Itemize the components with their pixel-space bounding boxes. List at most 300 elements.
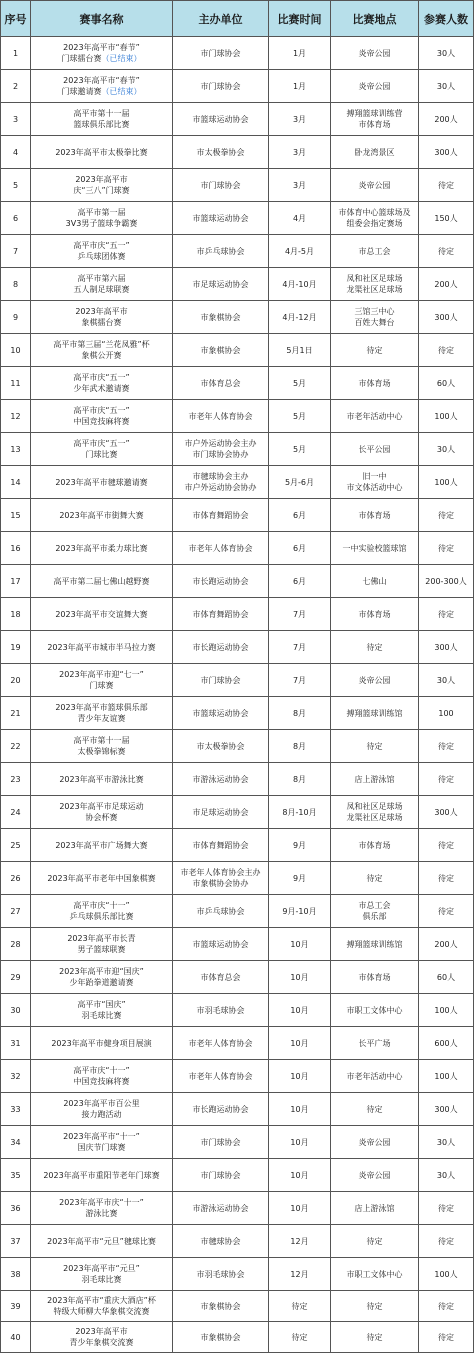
cell-event-name xyxy=(31,1258,173,1291)
cell-organizer-text: 市体育舞蹈协会 xyxy=(192,510,249,520)
table-row xyxy=(1,499,474,532)
cell-participants-text: 待定 xyxy=(438,180,454,190)
cell-organizer xyxy=(173,1093,269,1126)
cell-time xyxy=(269,466,331,499)
cell-no xyxy=(1,565,31,598)
header-participants: 参赛人数 xyxy=(419,1,474,37)
cell-venue-text: 一中实验校篮球馆 xyxy=(342,543,407,553)
cell-no-text: 13 xyxy=(10,444,21,454)
cell-venue-text: 市老年活动中心 xyxy=(346,1071,403,1081)
cell-participants-text: 待定 xyxy=(438,1332,454,1342)
cell-organizer-text: 市老年人体育协会 xyxy=(188,1071,253,1081)
table-row xyxy=(1,169,474,202)
cell-no xyxy=(1,895,31,928)
cell-organizer-text: 市羽毛球协会 xyxy=(196,1005,245,1015)
cell-no xyxy=(1,235,31,268)
cell-organizer-text: 市长跑运动协会 xyxy=(192,642,249,652)
cell-venue-text: 待定 xyxy=(366,873,383,883)
cell-event-name-text: 2023年高平市“十一” 国庆节门球赛 xyxy=(63,1132,140,1152)
cell-time xyxy=(269,301,331,334)
cell-organizer-text: 市象棋协会 xyxy=(200,312,241,322)
cell-venue-text: 凤和社区足球场 龙渠社区足球场 xyxy=(346,274,403,294)
cell-event-name-text: 2023年高平市篮球俱乐部 青少年友谊赛 xyxy=(55,703,148,723)
cell-organizer xyxy=(173,829,269,862)
table-row xyxy=(1,367,474,400)
cell-event-name xyxy=(31,829,173,862)
cell-no-text: 40 xyxy=(10,1332,21,1342)
table-row xyxy=(1,730,474,763)
cell-participants xyxy=(419,1159,474,1192)
cell-organizer-text: 市门球协会 xyxy=(200,81,241,91)
cell-participants-text: 300人 xyxy=(434,642,458,652)
cell-time-text: 6月 xyxy=(292,576,307,586)
cell-organizer-text: 市老年人体育协会 xyxy=(188,411,253,421)
cell-organizer-text: 市门球协会 xyxy=(200,1137,241,1147)
cell-time-text: 6月 xyxy=(292,543,307,553)
cell-time xyxy=(269,400,331,433)
cell-organizer-text: 市足球运动协会 xyxy=(192,279,249,289)
cell-time xyxy=(269,433,331,466)
cell-no-text: 34 xyxy=(10,1137,21,1147)
table-row xyxy=(1,1192,474,1225)
header-event-name: 赛事名称 xyxy=(31,1,173,37)
cell-venue-text: 炎帝公园 xyxy=(358,1170,391,1180)
cell-venue xyxy=(331,1322,419,1353)
cell-no-text: 33 xyxy=(10,1104,21,1114)
cell-participants xyxy=(419,1225,474,1258)
cell-time-text: 5月1日 xyxy=(286,345,313,355)
cell-no xyxy=(1,202,31,235)
cell-participants xyxy=(419,202,474,235)
cell-participants xyxy=(419,268,474,301)
cell-event-name xyxy=(31,565,173,598)
cell-no xyxy=(1,697,31,730)
cell-venue xyxy=(331,829,419,862)
cell-event-name xyxy=(31,136,173,169)
cell-venue-text: 市体育场 xyxy=(358,972,391,982)
cell-venue xyxy=(331,301,419,334)
cell-no-text: 14 xyxy=(10,477,21,487)
cell-event-name-text: 2023年高平市百公里 接力跑活动 xyxy=(63,1099,140,1119)
cell-event-name-text: 2023年高平市街舞大赛 xyxy=(59,510,144,520)
table-row xyxy=(1,961,474,994)
cell-time xyxy=(269,334,331,367)
cell-time-text: 12月 xyxy=(290,1236,309,1246)
cell-organizer xyxy=(173,103,269,136)
cell-organizer xyxy=(173,37,269,70)
cell-time-text: 5月 xyxy=(292,411,307,421)
cell-organizer xyxy=(173,301,269,334)
cell-event-name xyxy=(31,268,173,301)
cell-venue xyxy=(331,598,419,631)
cell-event-name xyxy=(31,1027,173,1060)
cell-time xyxy=(269,862,331,895)
cell-event-name xyxy=(31,532,173,565)
cell-no xyxy=(1,466,31,499)
cell-no xyxy=(1,1060,31,1093)
table-row xyxy=(1,598,474,631)
cell-participants xyxy=(419,466,474,499)
cell-event-name-text: 2023年高平市 象棋擂台赛 xyxy=(75,307,128,327)
cell-time-text: 10月 xyxy=(290,972,309,982)
cell-venue xyxy=(331,565,419,598)
cell-event-name-text: 2023年高平市“重庆大酒店”杯 特级大师柳大华象棋交流赛 xyxy=(47,1296,156,1316)
cell-venue-text: 搏翔篮球训练馆 xyxy=(346,939,403,949)
cell-event-name-text: 2023年高平市城市半马拉力赛 xyxy=(47,642,156,652)
cell-venue xyxy=(331,499,419,532)
cell-participants xyxy=(419,796,474,829)
cell-event-name-text: 高平市庆“十一” 乒乓球俱乐部比赛 xyxy=(69,901,134,921)
status-note: （已结束） xyxy=(101,87,142,96)
cell-venue xyxy=(331,994,419,1027)
cell-venue xyxy=(331,664,419,697)
cell-participants xyxy=(419,862,474,895)
cell-event-name-text: 2023年高平市“元旦” 羽毛球比赛 xyxy=(63,1264,140,1284)
cell-participants xyxy=(419,565,474,598)
cell-event-name xyxy=(31,400,173,433)
cell-participants xyxy=(419,1093,474,1126)
cell-time-text: 9月 xyxy=(292,840,307,850)
cell-participants xyxy=(419,400,474,433)
cell-no-text: 1 xyxy=(12,48,19,58)
cell-participants xyxy=(419,895,474,928)
cell-organizer xyxy=(173,466,269,499)
cell-venue-text: 待定 xyxy=(366,1301,383,1311)
cell-venue-text: 长平广场 xyxy=(358,1038,391,1048)
cell-time xyxy=(269,763,331,796)
cell-time-text: 4月-5月 xyxy=(284,246,315,256)
cell-no-text: 29 xyxy=(10,972,21,982)
cell-event-name-text: 高平市第十一届 太极拳锦标赛 xyxy=(73,736,130,756)
cell-participants xyxy=(419,1291,474,1322)
cell-event-name xyxy=(31,730,173,763)
cell-no-text: 9 xyxy=(12,312,19,322)
cell-venue xyxy=(331,1027,419,1060)
cell-participants xyxy=(419,730,474,763)
cell-time xyxy=(269,565,331,598)
cell-event-name-text: 2023年高平市足球运动 协会杯赛 xyxy=(59,802,144,822)
cell-participants-text: 待定 xyxy=(438,906,454,916)
cell-participants-text: 30人 xyxy=(436,444,456,454)
table-row xyxy=(1,433,474,466)
table-row xyxy=(1,697,474,730)
cell-event-name-text: 2023年高平市庆“十一” 游泳比赛 xyxy=(59,1198,144,1218)
cell-participants-text: 100人 xyxy=(434,1269,458,1279)
cell-organizer-text: 市足球运动协会 xyxy=(192,807,249,817)
cell-no-text: 4 xyxy=(12,147,19,157)
cell-organizer-text: 市老年人体育协会 xyxy=(188,1038,253,1048)
cell-no-text: 25 xyxy=(10,840,21,850)
cell-organizer xyxy=(173,136,269,169)
table-row xyxy=(1,565,474,598)
cell-time-text: 8月 xyxy=(292,774,307,784)
cell-venue xyxy=(331,334,419,367)
cell-no xyxy=(1,1192,31,1225)
cell-participants-text: 300人 xyxy=(434,312,458,322)
table-row xyxy=(1,103,474,136)
cell-time xyxy=(269,697,331,730)
table-row xyxy=(1,895,474,928)
cell-participants xyxy=(419,763,474,796)
cell-participants-text: 30人 xyxy=(436,675,456,685)
cell-participants-text: 待定 xyxy=(438,609,454,619)
cell-participants-text: 150人 xyxy=(434,213,458,223)
cell-event-name-text: 2023年高平市广场舞大赛 xyxy=(55,840,148,850)
cell-time xyxy=(269,499,331,532)
cell-no-text: 6 xyxy=(12,213,19,223)
cell-time xyxy=(269,961,331,994)
cell-venue xyxy=(331,1225,419,1258)
cell-time-text: 4月-10月 xyxy=(282,279,317,289)
cell-organizer xyxy=(173,1192,269,1225)
cell-no-text: 32 xyxy=(10,1071,21,1081)
cell-event-name xyxy=(31,1192,173,1225)
cell-participants xyxy=(419,994,474,1027)
table-row xyxy=(1,829,474,862)
cell-venue-text: 炎帝公园 xyxy=(358,675,391,685)
cell-time xyxy=(269,664,331,697)
cell-venue-text: 市体育场 xyxy=(358,840,391,850)
cell-participants-text: 60人 xyxy=(436,378,456,388)
cell-no xyxy=(1,37,31,70)
cell-participants-text: 30人 xyxy=(436,1137,456,1147)
cell-participants-text: 待定 xyxy=(438,510,454,520)
cell-participants-text: 待定 xyxy=(438,1203,454,1213)
cell-organizer xyxy=(173,730,269,763)
cell-organizer xyxy=(173,235,269,268)
cell-time-text: 待定 xyxy=(291,1301,308,1311)
table-row xyxy=(1,334,474,367)
cell-no xyxy=(1,1258,31,1291)
cell-time xyxy=(269,103,331,136)
cell-participants xyxy=(419,1060,474,1093)
cell-event-name xyxy=(31,367,173,400)
cell-time-text: 12月 xyxy=(290,1269,309,1279)
cell-time-text: 3月 xyxy=(292,114,307,124)
cell-organizer-text: 市门球协会 xyxy=(200,48,241,58)
cell-time-text: 5月-6月 xyxy=(284,477,315,487)
cell-venue-text: 店上游泳馆 xyxy=(354,1203,395,1213)
cell-time-text: 3月 xyxy=(292,147,307,157)
cell-event-name xyxy=(31,796,173,829)
cell-venue-text: 市职工文体中心 xyxy=(346,1005,403,1015)
cell-no xyxy=(1,994,31,1027)
table-row xyxy=(1,202,474,235)
header-no: 序号 xyxy=(1,1,31,37)
cell-organizer-text: 市门球协会 xyxy=(200,180,241,190)
cell-venue xyxy=(331,37,419,70)
cell-organizer-text: 市体育总会 xyxy=(200,972,241,982)
cell-participants-text: 待定 xyxy=(438,1301,454,1311)
table-body xyxy=(1,37,474,1353)
cell-venue xyxy=(331,433,419,466)
table-row xyxy=(1,136,474,169)
cell-organizer-text: 市篮球运动协会 xyxy=(192,708,249,718)
cell-participants xyxy=(419,235,474,268)
cell-event-name-text: 2023年高平市长青 男子篮球联赛 xyxy=(67,934,136,954)
cell-event-name-text: 高平市“国庆” 羽毛球比赛 xyxy=(77,1000,126,1020)
cell-organizer xyxy=(173,1225,269,1258)
cell-participants-text: 待定 xyxy=(438,543,454,553)
cell-time-text: 5月 xyxy=(292,378,307,388)
cell-organizer-text: 市老年人体育协会主办 市象棋协会协办 xyxy=(180,868,261,888)
cell-event-name-text: 2023年高平市柔力球比赛 xyxy=(55,543,148,553)
cell-venue-text: 搏翔篮球训练营 市体育场 xyxy=(346,109,403,129)
cell-no xyxy=(1,532,31,565)
cell-venue xyxy=(331,1291,419,1322)
cell-venue xyxy=(331,235,419,268)
table-row xyxy=(1,466,474,499)
cell-venue xyxy=(331,730,419,763)
cell-organizer xyxy=(173,565,269,598)
table-row xyxy=(1,928,474,961)
cell-event-name-text: 2023年高平市重阳节老年门球赛 xyxy=(43,1170,160,1180)
cell-time-text: 4月 xyxy=(292,213,307,223)
cell-no-text: 36 xyxy=(10,1203,21,1213)
cell-event-name xyxy=(31,70,173,103)
cell-no-text: 27 xyxy=(10,906,21,916)
cell-event-name xyxy=(31,1291,173,1322)
cell-event-name xyxy=(31,1126,173,1159)
cell-participants-text: 30人 xyxy=(436,48,456,58)
cell-no-text: 15 xyxy=(10,510,21,520)
cell-venue-text: 店上游泳馆 xyxy=(354,774,395,784)
cell-participants xyxy=(419,598,474,631)
cell-participants-text: 待定 xyxy=(438,741,454,751)
cell-organizer xyxy=(173,1027,269,1060)
table-row xyxy=(1,1225,474,1258)
cell-no xyxy=(1,433,31,466)
cell-no xyxy=(1,1093,31,1126)
cell-no xyxy=(1,796,31,829)
cell-venue-text: 搏翔篮球训练馆 xyxy=(346,708,403,718)
table-row xyxy=(1,631,474,664)
cell-time-text: 8月 xyxy=(292,741,307,751)
cell-time xyxy=(269,1027,331,1060)
cell-no xyxy=(1,631,31,664)
cell-participants-text: 100人 xyxy=(434,411,458,421)
cell-participants xyxy=(419,1027,474,1060)
cell-organizer xyxy=(173,697,269,730)
cell-event-name xyxy=(31,37,173,70)
cell-organizer xyxy=(173,796,269,829)
cell-organizer xyxy=(173,961,269,994)
cell-no xyxy=(1,499,31,532)
cell-organizer xyxy=(173,1126,269,1159)
cell-no xyxy=(1,103,31,136)
cell-organizer-text: 市长跑运动协会 xyxy=(192,1104,249,1114)
cell-time-text: 8月-10月 xyxy=(282,807,317,817)
cell-organizer-text: 市羽毛球协会 xyxy=(196,1269,245,1279)
cell-time-text: 10月 xyxy=(290,1203,309,1213)
cell-organizer xyxy=(173,367,269,400)
table-row xyxy=(1,862,474,895)
cell-event-name xyxy=(31,202,173,235)
cell-event-name-text: 高平市庆“五一” 乒乓球团体赛 xyxy=(73,241,130,261)
cell-participants xyxy=(419,697,474,730)
cell-time xyxy=(269,1322,331,1353)
cell-participants xyxy=(419,136,474,169)
table-row xyxy=(1,1258,474,1291)
cell-event-name xyxy=(31,1225,173,1258)
cell-participants xyxy=(419,928,474,961)
cell-participants-text: 200人 xyxy=(434,939,458,949)
table-row xyxy=(1,37,474,70)
cell-no xyxy=(1,334,31,367)
table-row xyxy=(1,1060,474,1093)
cell-no xyxy=(1,598,31,631)
cell-event-name-text: 2023年高平市“元旦”毽球比赛 xyxy=(47,1236,156,1246)
cell-participants xyxy=(419,631,474,664)
cell-participants-text: 300人 xyxy=(434,1104,458,1114)
cell-time xyxy=(269,928,331,961)
cell-no-text: 24 xyxy=(10,807,21,817)
cell-venue-text: 三馆三中心 百姓大舞台 xyxy=(354,307,395,327)
cell-time xyxy=(269,895,331,928)
cell-no xyxy=(1,763,31,796)
cell-participants xyxy=(419,664,474,697)
cell-organizer xyxy=(173,169,269,202)
cell-event-name xyxy=(31,169,173,202)
cell-venue-text: 待定 xyxy=(366,642,383,652)
cell-time-text: 10月 xyxy=(290,1071,309,1081)
table-row xyxy=(1,664,474,697)
cell-participants xyxy=(419,433,474,466)
cell-event-name xyxy=(31,763,173,796)
cell-participants-text: 100人 xyxy=(434,1005,458,1015)
cell-event-name-text: 2023年高平市迎“七一” 门球赛 xyxy=(59,670,144,690)
cell-time-text: 6月 xyxy=(292,510,307,520)
header-organizer: 主办单位 xyxy=(173,1,269,37)
cell-event-name xyxy=(31,862,173,895)
cell-venue-text: 市总工会 xyxy=(358,246,391,256)
cell-organizer-text: 市乒乓球协会 xyxy=(196,246,245,256)
cell-venue-text: 长平公园 xyxy=(358,444,391,454)
cell-time xyxy=(269,631,331,664)
cell-event-name xyxy=(31,301,173,334)
cell-event-name xyxy=(31,598,173,631)
cell-event-name xyxy=(31,1060,173,1093)
cell-venue xyxy=(331,136,419,169)
cell-no-text: 5 xyxy=(12,180,19,190)
cell-venue xyxy=(331,1093,419,1126)
cell-no xyxy=(1,730,31,763)
cell-participants-text: 300人 xyxy=(434,807,458,817)
cell-venue xyxy=(331,928,419,961)
cell-no xyxy=(1,862,31,895)
table-row xyxy=(1,1291,474,1322)
cell-event-name xyxy=(31,664,173,697)
cell-participants xyxy=(419,367,474,400)
cell-venue xyxy=(331,961,419,994)
cell-organizer-text: 市篮球运动协会 xyxy=(192,114,249,124)
cell-event-name xyxy=(31,334,173,367)
cell-no xyxy=(1,1322,31,1353)
cell-no-text: 11 xyxy=(10,378,21,388)
cell-organizer xyxy=(173,433,269,466)
cell-venue-text: 七佛山 xyxy=(362,576,387,586)
cell-venue-text: 市体育场 xyxy=(358,609,391,619)
cell-event-name xyxy=(31,1093,173,1126)
cell-no-text: 7 xyxy=(12,246,19,256)
cell-no-text: 37 xyxy=(10,1236,21,1246)
cell-organizer-text: 市毽球协会 xyxy=(200,1236,241,1246)
cell-no-text: 19 xyxy=(10,642,21,652)
cell-event-name-text: 高平市庆“五一” 少年武术邀请赛 xyxy=(73,373,130,393)
cell-event-name xyxy=(31,235,173,268)
cell-no xyxy=(1,1225,31,1258)
cell-time xyxy=(269,1159,331,1192)
